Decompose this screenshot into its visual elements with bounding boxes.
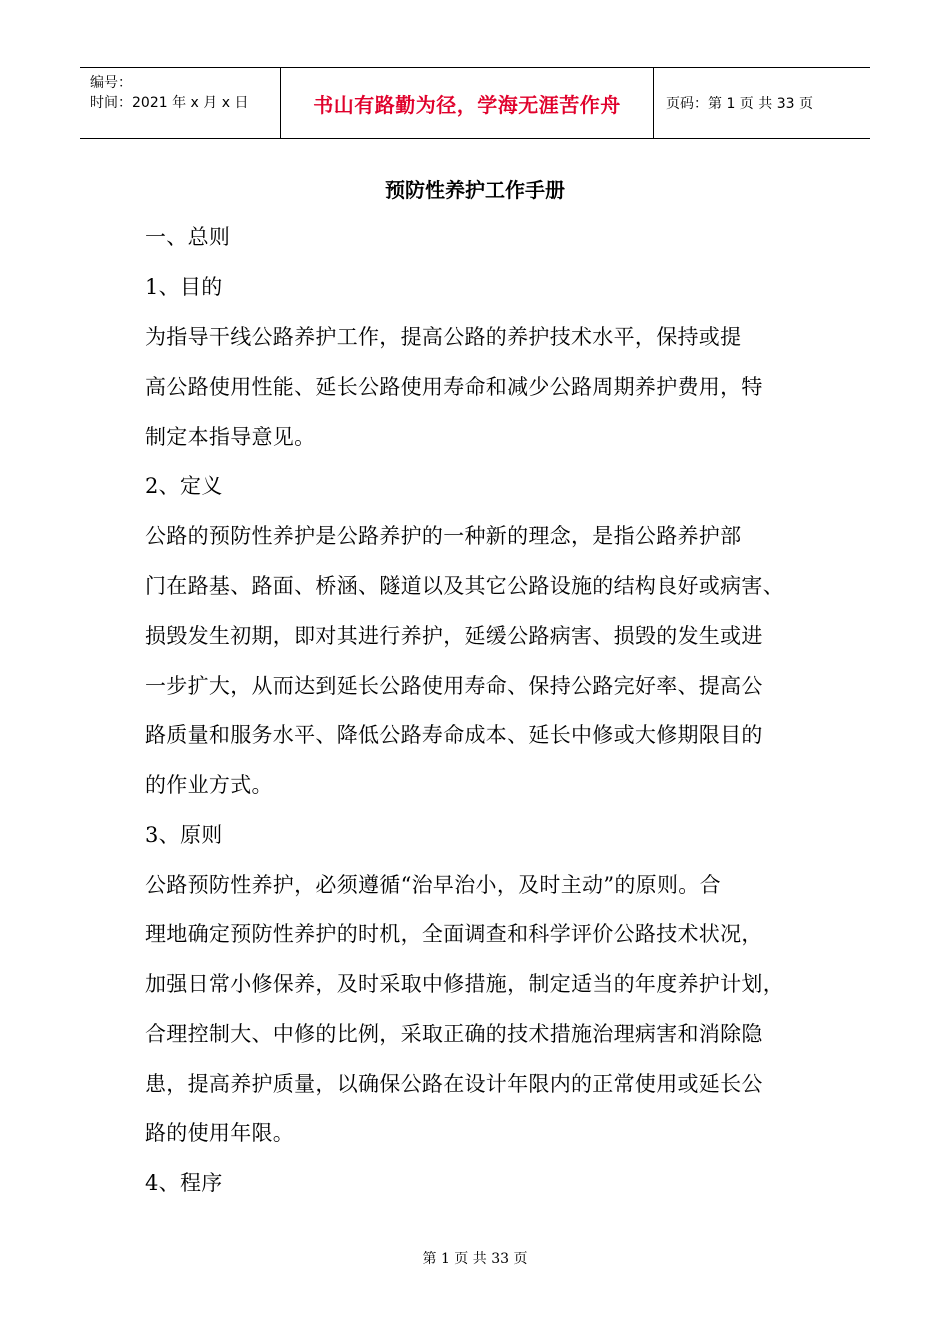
- paragraph-line: 加强日常小修保养，及时采取中修措施，制定适当的年度养护计划，: [145, 972, 784, 996]
- subsection-heading: 2、定义: [145, 474, 223, 498]
- document-title: 预防性养护工作手册: [385, 178, 565, 202]
- paragraph-line: 门在路基、路面、桥涵、隧道以及其它公路设施的结构良好或病害、: [145, 574, 784, 598]
- paragraph-line: 理地确定预防性养护的时机，全面调查和科学评价公路技术状况，: [145, 922, 763, 946]
- paragraph-line: 的作业方式。: [145, 773, 273, 797]
- motto-text: 书山有路勤为径，学海无涯苦作舟: [313, 92, 621, 117]
- subsection-heading: 3、原则: [145, 823, 223, 847]
- page-info: 页码：第 1 页 共 33 页: [666, 96, 813, 112]
- header-table: [80, 67, 870, 139]
- paragraph-line: 路的使用年限。: [145, 1121, 295, 1145]
- paragraph-line: 损毁发生初期，即对其进行养护，延缓公路病害、损毁的发生或进: [145, 624, 763, 648]
- paragraph-line: 高公路使用性能、延长公路使用寿命和减少公路周期养护费用，特: [145, 375, 763, 399]
- header-motto-cell: [281, 68, 654, 138]
- header-left-cell: [80, 68, 281, 138]
- header-page-info-cell: [654, 68, 870, 138]
- page-footer: 第 1 页 共 33 页: [422, 1251, 528, 1267]
- paragraph-line: 公路的预防性养护是公路养护的一种新的理念，是指公路养护部: [145, 524, 742, 548]
- paragraph-line: 患，提高养护质量，以确保公路在设计年限内的正常使用或延长公: [145, 1072, 763, 1096]
- section-heading: 一、总则: [145, 225, 231, 249]
- paragraph-line: 为指导干线公路养护工作，提高公路的养护技术水平，保持或提: [145, 325, 742, 349]
- subsection-heading: 4、程序: [145, 1171, 223, 1195]
- paragraph-line: 公路预防性养护，必须遵循“治早治小，及时主动”的原则。合: [145, 873, 721, 897]
- paragraph-line: 路质量和服务水平、降低公路寿命成本、延长中修或大修期限目的: [145, 723, 763, 747]
- time-label: 时间：2021 年 x 月 x 日: [90, 95, 249, 111]
- paragraph-line: 合理控制大、中修的比例，采取正确的技术措施治理病害和消除隐: [145, 1022, 763, 1046]
- paragraph-line: 制定本指导意见。: [145, 425, 316, 449]
- paragraph-line: 一步扩大，从而达到延长公路使用寿命、保持公路完好率、提高公: [145, 674, 763, 698]
- subsection-heading: 1、目的: [145, 275, 223, 299]
- number-label: 编号：: [90, 75, 132, 91]
